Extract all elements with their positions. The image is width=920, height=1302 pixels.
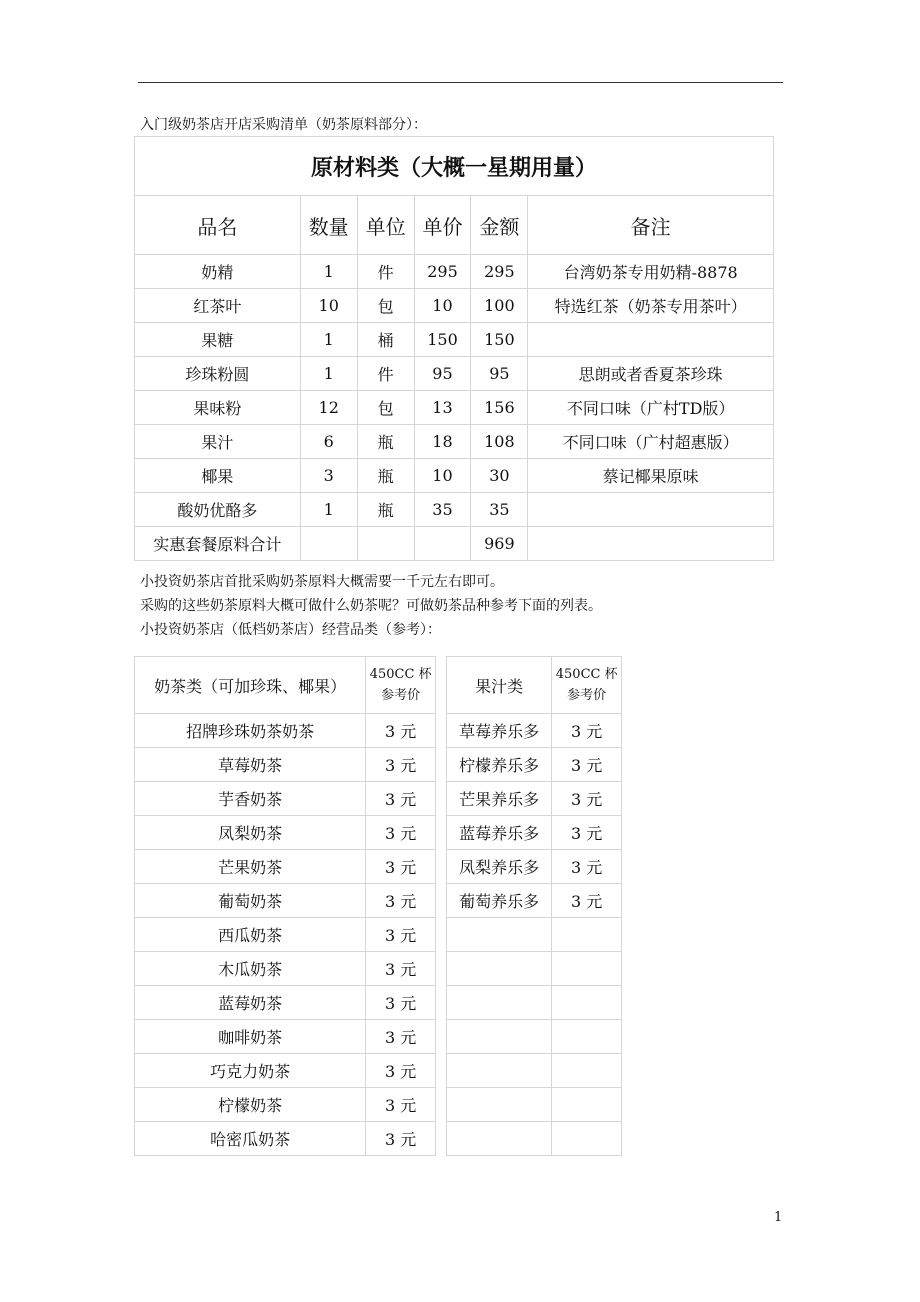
menu-row — [135, 748, 622, 782]
materials-header-row — [135, 196, 774, 255]
column-gap — [435, 1054, 446, 1088]
column-gap — [435, 884, 446, 918]
cell-milk-tea-price: 3 元 — [366, 986, 436, 1020]
cell-remarks — [528, 323, 774, 357]
materials-row — [135, 255, 774, 289]
cell-unit-price: 35 — [414, 493, 471, 527]
cell-milk-tea-price: 3 元 — [366, 714, 436, 748]
cell-juice-price: 3 元 — [552, 884, 622, 918]
cell-item-name: 酸奶优酪多 — [135, 493, 301, 527]
cell-amount: 969 — [471, 527, 528, 561]
cell-remarks — [528, 493, 774, 527]
header-name: 品名 — [135, 196, 301, 255]
cell-milk-tea-name: 西瓜奶茶 — [135, 918, 366, 952]
cell-item-name: 珍珠粉圆 — [135, 357, 301, 391]
cell-milk-tea-name: 招牌珍珠奶茶奶茶 — [135, 714, 366, 748]
cell-amount: 30 — [471, 459, 528, 493]
cell-amount: 150 — [471, 323, 528, 357]
cell-milk-tea-price: 3 元 — [366, 952, 436, 986]
cell-juice-price: 3 元 — [552, 816, 622, 850]
menu-row — [135, 782, 622, 816]
cell-amount: 295 — [471, 255, 528, 289]
cell-juice-name — [446, 1020, 552, 1054]
column-gap — [435, 714, 446, 748]
cell-quantity: 1 — [300, 493, 357, 527]
cell-milk-tea-price: 3 元 — [366, 884, 436, 918]
column-gap — [435, 850, 446, 884]
cell-milk-tea-name: 葡萄奶茶 — [135, 884, 366, 918]
cell-juice-price — [552, 1088, 622, 1122]
materials-title-row — [135, 137, 774, 196]
cell-quantity: 1 — [300, 255, 357, 289]
header-amount: 金额 — [471, 196, 528, 255]
cell-item-name: 椰果 — [135, 459, 301, 493]
cell-remarks: 不同口味（广村超惠版） — [528, 425, 774, 459]
cell-unit-price: 10 — [414, 289, 471, 323]
header-rule — [138, 82, 783, 83]
header-milk-tea: 奶茶类（可加珍珠、椰果） — [135, 657, 366, 714]
cell-juice-name — [446, 986, 552, 1020]
cell-milk-tea-price: 3 元 — [366, 850, 436, 884]
menu-row — [135, 1088, 622, 1122]
materials-row — [135, 289, 774, 323]
cell-amount: 35 — [471, 493, 528, 527]
menu-row — [135, 850, 622, 884]
cell-amount: 100 — [471, 289, 528, 323]
cell-juice-name — [446, 952, 552, 986]
menu-row — [135, 1020, 622, 1054]
cell-milk-tea-price: 3 元 — [366, 1088, 436, 1122]
cell-juice-price — [552, 1020, 622, 1054]
column-gap — [435, 657, 446, 714]
materials-row — [135, 493, 774, 527]
cell-juice-price — [552, 1054, 622, 1088]
cell-unit: 包 — [357, 289, 414, 323]
cell-juice-price: 3 元 — [552, 748, 622, 782]
cell-amount: 108 — [471, 425, 528, 459]
menu-row — [135, 952, 622, 986]
cell-milk-tea-price: 3 元 — [366, 1054, 436, 1088]
column-gap — [435, 782, 446, 816]
cell-milk-tea-name: 咖啡奶茶 — [135, 1020, 366, 1054]
cell-remarks: 不同口味（广村TD版） — [528, 391, 774, 425]
cell-unit: 件 — [357, 357, 414, 391]
intro-text: 入门级奶茶店开店采购清单（奶茶原料部分）： — [140, 117, 427, 133]
cell-remarks: 特选红茶（奶茶专用茶叶） — [528, 289, 774, 323]
menu-row — [135, 1054, 622, 1088]
cell-milk-tea-name: 柠檬奶茶 — [135, 1088, 366, 1122]
cell-juice-name — [446, 918, 552, 952]
cell-unit: 桶 — [357, 323, 414, 357]
cell-juice-name: 芒果养乐多 — [446, 782, 552, 816]
cell-unit-price — [414, 527, 471, 561]
cell-juice-price: 3 元 — [552, 850, 622, 884]
menu-header-row — [135, 657, 622, 714]
cell-juice-price — [552, 986, 622, 1020]
header-juice-price: 450CC 杯参考价 — [552, 657, 622, 714]
cell-unit-price: 95 — [414, 357, 471, 391]
cell-unit-price: 18 — [414, 425, 471, 459]
note-first-batch: 小投资奶茶店首批采购奶茶原料大概需要一千元左右即可。 — [140, 574, 504, 590]
cell-item-name: 奶精 — [135, 255, 301, 289]
materials-row — [135, 391, 774, 425]
cell-milk-tea-name: 凤梨奶茶 — [135, 816, 366, 850]
note-what-to-make: 采购的这些奶茶原料大概可做什么奶茶呢？可做奶茶品种参考下面的列表。 — [140, 598, 602, 614]
cell-milk-tea-name: 巧克力奶茶 — [135, 1054, 366, 1088]
note-menu-title: 小投资奶茶店（低档奶茶店）经营品类（参考）： — [140, 622, 441, 638]
column-gap — [435, 1122, 446, 1156]
materials-title: 原材料类（大概一星期用量） — [135, 137, 774, 196]
menu-table — [134, 656, 622, 1156]
cell-unit-price: 13 — [414, 391, 471, 425]
cell-milk-tea-name: 木瓜奶茶 — [135, 952, 366, 986]
cell-juice-price — [552, 952, 622, 986]
cell-amount: 156 — [471, 391, 528, 425]
cell-remarks — [528, 527, 774, 561]
cell-item-name: 果汁 — [135, 425, 301, 459]
cell-juice-price — [552, 1122, 622, 1156]
cell-milk-tea-name: 草莓奶茶 — [135, 748, 366, 782]
cell-milk-tea-price: 3 元 — [366, 1020, 436, 1054]
cell-milk-tea-price: 3 元 — [366, 782, 436, 816]
cell-juice-name: 柠檬养乐多 — [446, 748, 552, 782]
cell-juice-price: 3 元 — [552, 714, 622, 748]
cell-remarks: 蔡记椰果原味 — [528, 459, 774, 493]
materials-row — [135, 425, 774, 459]
column-gap — [435, 1088, 446, 1122]
cell-milk-tea-name: 蓝莓奶茶 — [135, 986, 366, 1020]
header-milk-tea-price: 450CC 杯参考价 — [366, 657, 436, 714]
column-gap — [435, 1020, 446, 1054]
menu-row — [135, 884, 622, 918]
cell-milk-tea-name: 芒果奶茶 — [135, 850, 366, 884]
cell-unit: 包 — [357, 391, 414, 425]
cell-unit — [357, 527, 414, 561]
cell-juice-price — [552, 918, 622, 952]
header-remarks: 备注 — [528, 196, 774, 255]
cell-milk-tea-price: 3 元 — [366, 918, 436, 952]
header-quantity: 数量 — [300, 196, 357, 255]
page-number: 1 — [774, 1210, 783, 1225]
column-gap — [435, 748, 446, 782]
cell-juice-name: 草莓养乐多 — [446, 714, 552, 748]
cell-unit-price: 150 — [414, 323, 471, 357]
header-unit: 单位 — [357, 196, 414, 255]
cell-juice-price: 3 元 — [552, 782, 622, 816]
cell-quantity: 12 — [300, 391, 357, 425]
menu-row — [135, 816, 622, 850]
cell-juice-name — [446, 1122, 552, 1156]
cell-juice-name — [446, 1054, 552, 1088]
cell-juice-name — [446, 1088, 552, 1122]
cell-milk-tea-price: 3 元 — [366, 816, 436, 850]
cell-milk-tea-price: 3 元 — [366, 1122, 436, 1156]
cell-quantity: 3 — [300, 459, 357, 493]
cell-item-name: 红茶叶 — [135, 289, 301, 323]
materials-table — [134, 136, 774, 561]
cell-quantity: 10 — [300, 289, 357, 323]
cell-unit-price: 10 — [414, 459, 471, 493]
cell-remarks: 台湾奶茶专用奶精-8878 — [528, 255, 774, 289]
cell-juice-name: 葡萄养乐多 — [446, 884, 552, 918]
materials-row — [135, 459, 774, 493]
cell-quantity: 1 — [300, 323, 357, 357]
menu-row — [135, 714, 622, 748]
column-gap — [435, 986, 446, 1020]
cell-milk-tea-price: 3 元 — [366, 748, 436, 782]
menu-row — [135, 1122, 622, 1156]
menu-row — [135, 918, 622, 952]
cell-item-name: 果糖 — [135, 323, 301, 357]
materials-row — [135, 323, 774, 357]
cell-juice-name: 凤梨养乐多 — [446, 850, 552, 884]
cell-unit: 瓶 — [357, 459, 414, 493]
cell-unit: 瓶 — [357, 425, 414, 459]
cell-unit: 瓶 — [357, 493, 414, 527]
column-gap — [435, 952, 446, 986]
cell-unit: 件 — [357, 255, 414, 289]
cell-juice-name: 蓝莓养乐多 — [446, 816, 552, 850]
cell-milk-tea-name: 芋香奶茶 — [135, 782, 366, 816]
cell-quantity: 1 — [300, 357, 357, 391]
menu-row — [135, 986, 622, 1020]
column-gap — [435, 918, 446, 952]
cell-milk-tea-name: 哈密瓜奶茶 — [135, 1122, 366, 1156]
cell-quantity — [300, 527, 357, 561]
column-gap — [435, 816, 446, 850]
materials-row — [135, 357, 774, 391]
cell-remarks: 思朗或者香夏茶珍珠 — [528, 357, 774, 391]
header-juice: 果汁类 — [446, 657, 552, 714]
header-unit-price: 单价 — [414, 196, 471, 255]
cell-amount: 95 — [471, 357, 528, 391]
cell-quantity: 6 — [300, 425, 357, 459]
cell-unit-price: 295 — [414, 255, 471, 289]
cell-item-name: 实惠套餐原料合计 — [135, 527, 301, 561]
materials-total-row — [135, 527, 774, 561]
cell-item-name: 果味粉 — [135, 391, 301, 425]
